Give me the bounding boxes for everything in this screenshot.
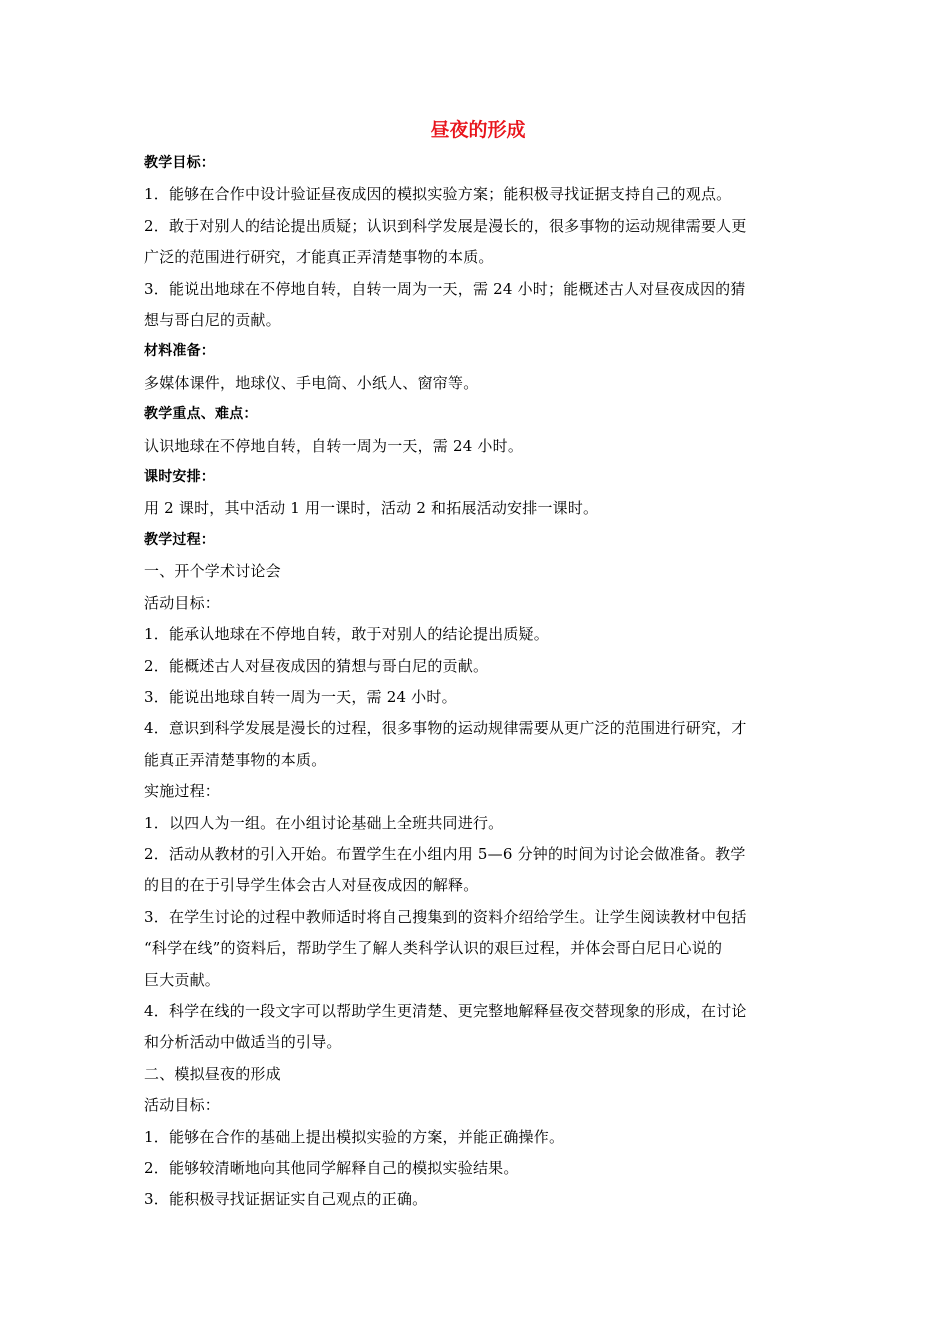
- document-page: [144, 112, 812, 1216]
- text-line: 1．能承认地球在不停地自转，敢于对别人的结论提出质疑。: [144, 625, 549, 644]
- text-line: 1．以四人为一组。在小组讨论基础上全班共同进行。: [144, 813, 504, 832]
- text-line: 广泛的范围进行研究，才能真正弄清楚事物的本质。: [144, 248, 494, 267]
- text-line: 3．在学生讨论的过程中教师适时将自己搜集到的资料介绍给学生。让学生阅读教材中包括: [144, 907, 747, 926]
- text-line: 巨大贡献。: [144, 970, 221, 989]
- text-line: 认识地球在不停地自转，自转一周为一天，需 24 小时。: [144, 436, 524, 455]
- document-title: 昼夜的形成: [430, 119, 526, 141]
- text-line: 3．能说出地球自转一周为一天，需 24 小时。: [144, 687, 457, 706]
- text-line: 2．能概述古人对昼夜成因的猜想与哥白尼的贡献。: [144, 656, 489, 675]
- text-line: 用 2 课时，其中活动 1 用一课时，活动 2 和拓展活动安排一课时。: [144, 499, 599, 518]
- text-line: 能真正弄清楚事物的本质。: [144, 750, 327, 769]
- text-line: 和分析活动中做适当的引导。: [144, 1033, 342, 1052]
- section-heading: 教学目标：: [144, 155, 215, 171]
- text-line: 4．意识到科学发展是漫长的过程，很多事物的运动规律需要从更广泛的范围进行研究，才: [144, 719, 747, 738]
- text-line: 一、开个学术讨论会: [144, 562, 281, 581]
- text-line: 1．能够在合作中设计验证昼夜成因的模拟实验方案；能积极寻找证据支持自己的观点。: [144, 185, 732, 204]
- text-line: 3．能说出地球在不停地自转，自转一周为一天，需 24 小时；能概述古人对昼夜成因的猜: [144, 279, 746, 298]
- section-heading: 课时安排：: [144, 469, 215, 486]
- section-heading: 教学过程：: [144, 531, 215, 548]
- text-line: 2．敢于对别人的结论提出质疑；认识到科学发展是漫长的，很多事物的运动规律需要人更: [144, 216, 747, 235]
- text-line: 多媒体课件，地球仪、手电筒、小纸人、窗帘等。: [144, 373, 479, 392]
- text-line: 4．科学在线的一段文字可以帮助学生更清楚、更完整地解释昼夜交替现象的形成，在讨论: [144, 1001, 747, 1020]
- text-line: “科学在线”的资料后，帮助学生了解人类科学认识的艰巨过程，并体会哥白尼日心说的: [144, 939, 723, 958]
- text-line: 2．活动从教材的引入开始。布置学生在小组内用 5—6 分钟的时间为讨论会做准备。教学: [144, 844, 746, 863]
- text-line: 1．能够在合作的基础上提出模拟实验的方案，并能正确操作。: [144, 1127, 565, 1146]
- text-line: 3．能积极寻找证据证实自己观点的正确。: [144, 1190, 428, 1209]
- text-line: 活动目标：: [144, 1096, 221, 1115]
- text-line: 的目的在于引导学生体会古人对昼夜成因的解释。: [144, 876, 479, 895]
- text-line: 2．能够较清晰地向其他同学解释自己的模拟实验结果。: [144, 1159, 519, 1177]
- text-line: 想与哥白尼的贡献。: [144, 311, 281, 330]
- text-line: 二、模拟昼夜的形成: [144, 1064, 281, 1083]
- section-heading: 材料准备：: [144, 343, 215, 360]
- text-line: 实施过程：: [144, 782, 221, 801]
- section-heading: 教学重点、难点：: [144, 406, 258, 423]
- document-body: [144, 148, 812, 1216]
- text-line: 活动目标：: [144, 593, 221, 612]
